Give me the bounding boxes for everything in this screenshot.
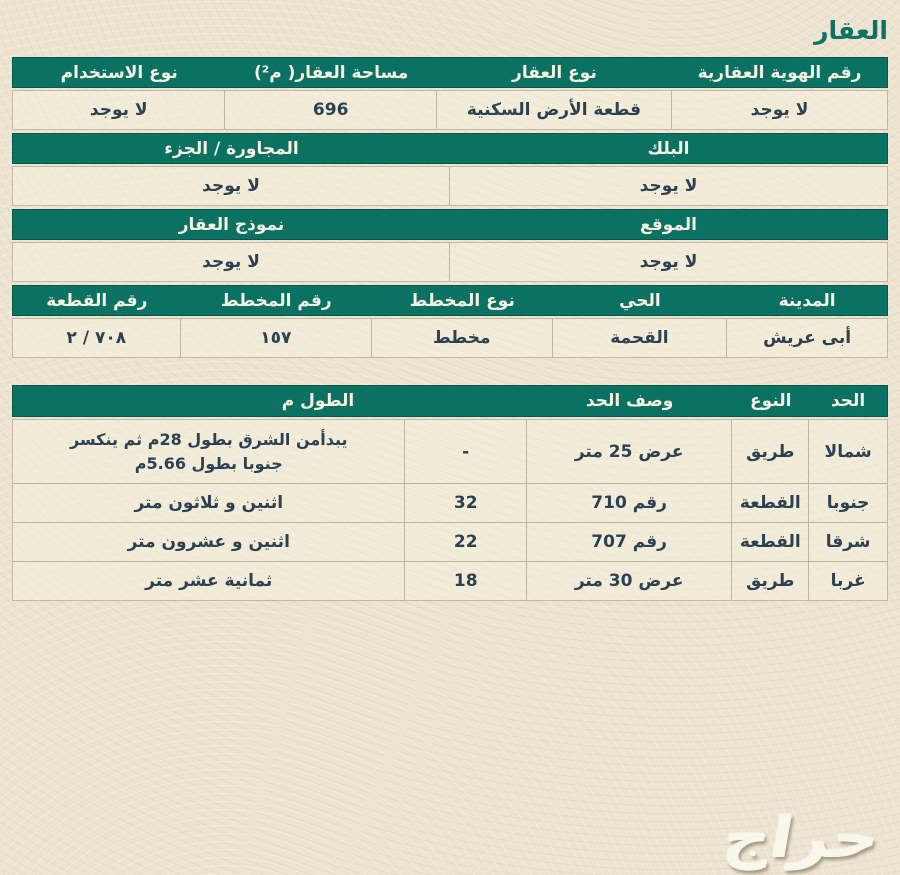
cell-description: رقم 707 bbox=[527, 523, 732, 561]
cell-description: عرض 25 متر bbox=[527, 420, 732, 483]
cell-length-number: - bbox=[405, 420, 526, 483]
property-header-row-3 bbox=[12, 209, 888, 240]
header-property-type: نوع العقار bbox=[512, 62, 597, 83]
property-header-row-4 bbox=[12, 285, 888, 316]
cell-type: القطعة bbox=[732, 484, 809, 522]
cell-length-number: 32 bbox=[405, 484, 526, 522]
header-usage-type: نوع الاستخدام bbox=[60, 62, 178, 83]
page-title: العقار bbox=[814, 16, 888, 45]
cell-direction: شمالا bbox=[824, 441, 872, 462]
header-plan-type: نوع المخطط bbox=[409, 290, 515, 311]
header-length-m bbox=[13, 391, 527, 411]
value-plan-type: مخطط bbox=[372, 319, 553, 357]
border-row-east bbox=[13, 522, 887, 561]
cell-type: طريق bbox=[732, 562, 809, 600]
cell-length-number: 22 bbox=[405, 523, 526, 561]
header-property-id: رقم الهوية العقارية bbox=[697, 62, 862, 83]
header-border-type: النوع bbox=[750, 391, 792, 411]
header-block: البلك bbox=[647, 138, 690, 159]
header-property-area: مساحة العقار( م²) bbox=[254, 62, 409, 83]
value-district: القحمة bbox=[553, 319, 728, 357]
value-location: لا يوجد bbox=[639, 252, 698, 272]
value-property-id: لا يوجد bbox=[750, 100, 809, 120]
cell-type: القطعة bbox=[732, 523, 809, 561]
cell-length-number: 18 bbox=[405, 562, 526, 600]
border-row-south bbox=[13, 483, 887, 522]
border-row-north bbox=[13, 420, 887, 483]
header-city: المدينة bbox=[778, 290, 836, 311]
header-plot-number: رقم القطعة bbox=[46, 290, 148, 311]
header-length-m-label: الطول م bbox=[281, 391, 355, 411]
header-border-description: وصف الحد bbox=[585, 391, 674, 411]
cell-description: رقم 710 bbox=[527, 484, 732, 522]
borders-header-row bbox=[12, 385, 888, 417]
cell-description: عرض 30 متر bbox=[527, 562, 732, 600]
value-property-type: قطعة الأرض السكنية bbox=[437, 91, 672, 129]
cell-direction: جنوبا bbox=[826, 493, 870, 513]
value-property-model: لا يوجد bbox=[13, 243, 450, 281]
property-value-row-2 bbox=[12, 166, 888, 206]
value-plot-number: ٧٠٨ / ٢ bbox=[13, 319, 181, 357]
title-bar bbox=[12, 0, 888, 57]
property-value-row-4 bbox=[12, 318, 888, 358]
cell-length-text: اثنين و ثلاثون متر bbox=[13, 484, 405, 522]
haraj-watermark: حراج bbox=[719, 806, 886, 871]
value-block: لا يوجد bbox=[639, 176, 698, 196]
value-plan-number: ١٥٧ bbox=[181, 319, 372, 357]
borders-table-body bbox=[12, 419, 888, 601]
value-city: أبى عريش bbox=[763, 328, 852, 348]
property-header-row-2 bbox=[12, 133, 888, 164]
cell-direction: غربا bbox=[830, 571, 866, 591]
value-neighbouring-part: لا يوجد bbox=[13, 167, 450, 205]
cell-length-text: ثمانية عشر متر bbox=[13, 562, 405, 600]
header-plan-number: رقم المخطط bbox=[220, 290, 332, 311]
property-value-row-3 bbox=[12, 242, 888, 282]
header-district: الحي bbox=[619, 290, 661, 311]
header-property-model: نموذج العقار bbox=[178, 214, 285, 235]
header-location: الموقع bbox=[639, 214, 697, 235]
property-header-row-1 bbox=[12, 57, 888, 88]
header-border: الحد bbox=[830, 391, 866, 411]
property-value-row-1 bbox=[12, 90, 888, 130]
header-neighbouring-part: المجاورة / الجزء bbox=[164, 138, 299, 159]
cell-length-text: يبدأمن الشرق بطول 28م ثم ينكسر جنوبا بطول 5.66م bbox=[13, 420, 405, 483]
value-usage-type: لا يوجد bbox=[13, 91, 225, 129]
cell-direction: شرقا bbox=[825, 532, 871, 552]
value-property-area: 696 bbox=[225, 91, 437, 129]
cell-type: طريق bbox=[732, 420, 809, 483]
cell-length-text: اثنين و عشرون متر bbox=[13, 523, 405, 561]
border-row-west bbox=[13, 561, 887, 600]
